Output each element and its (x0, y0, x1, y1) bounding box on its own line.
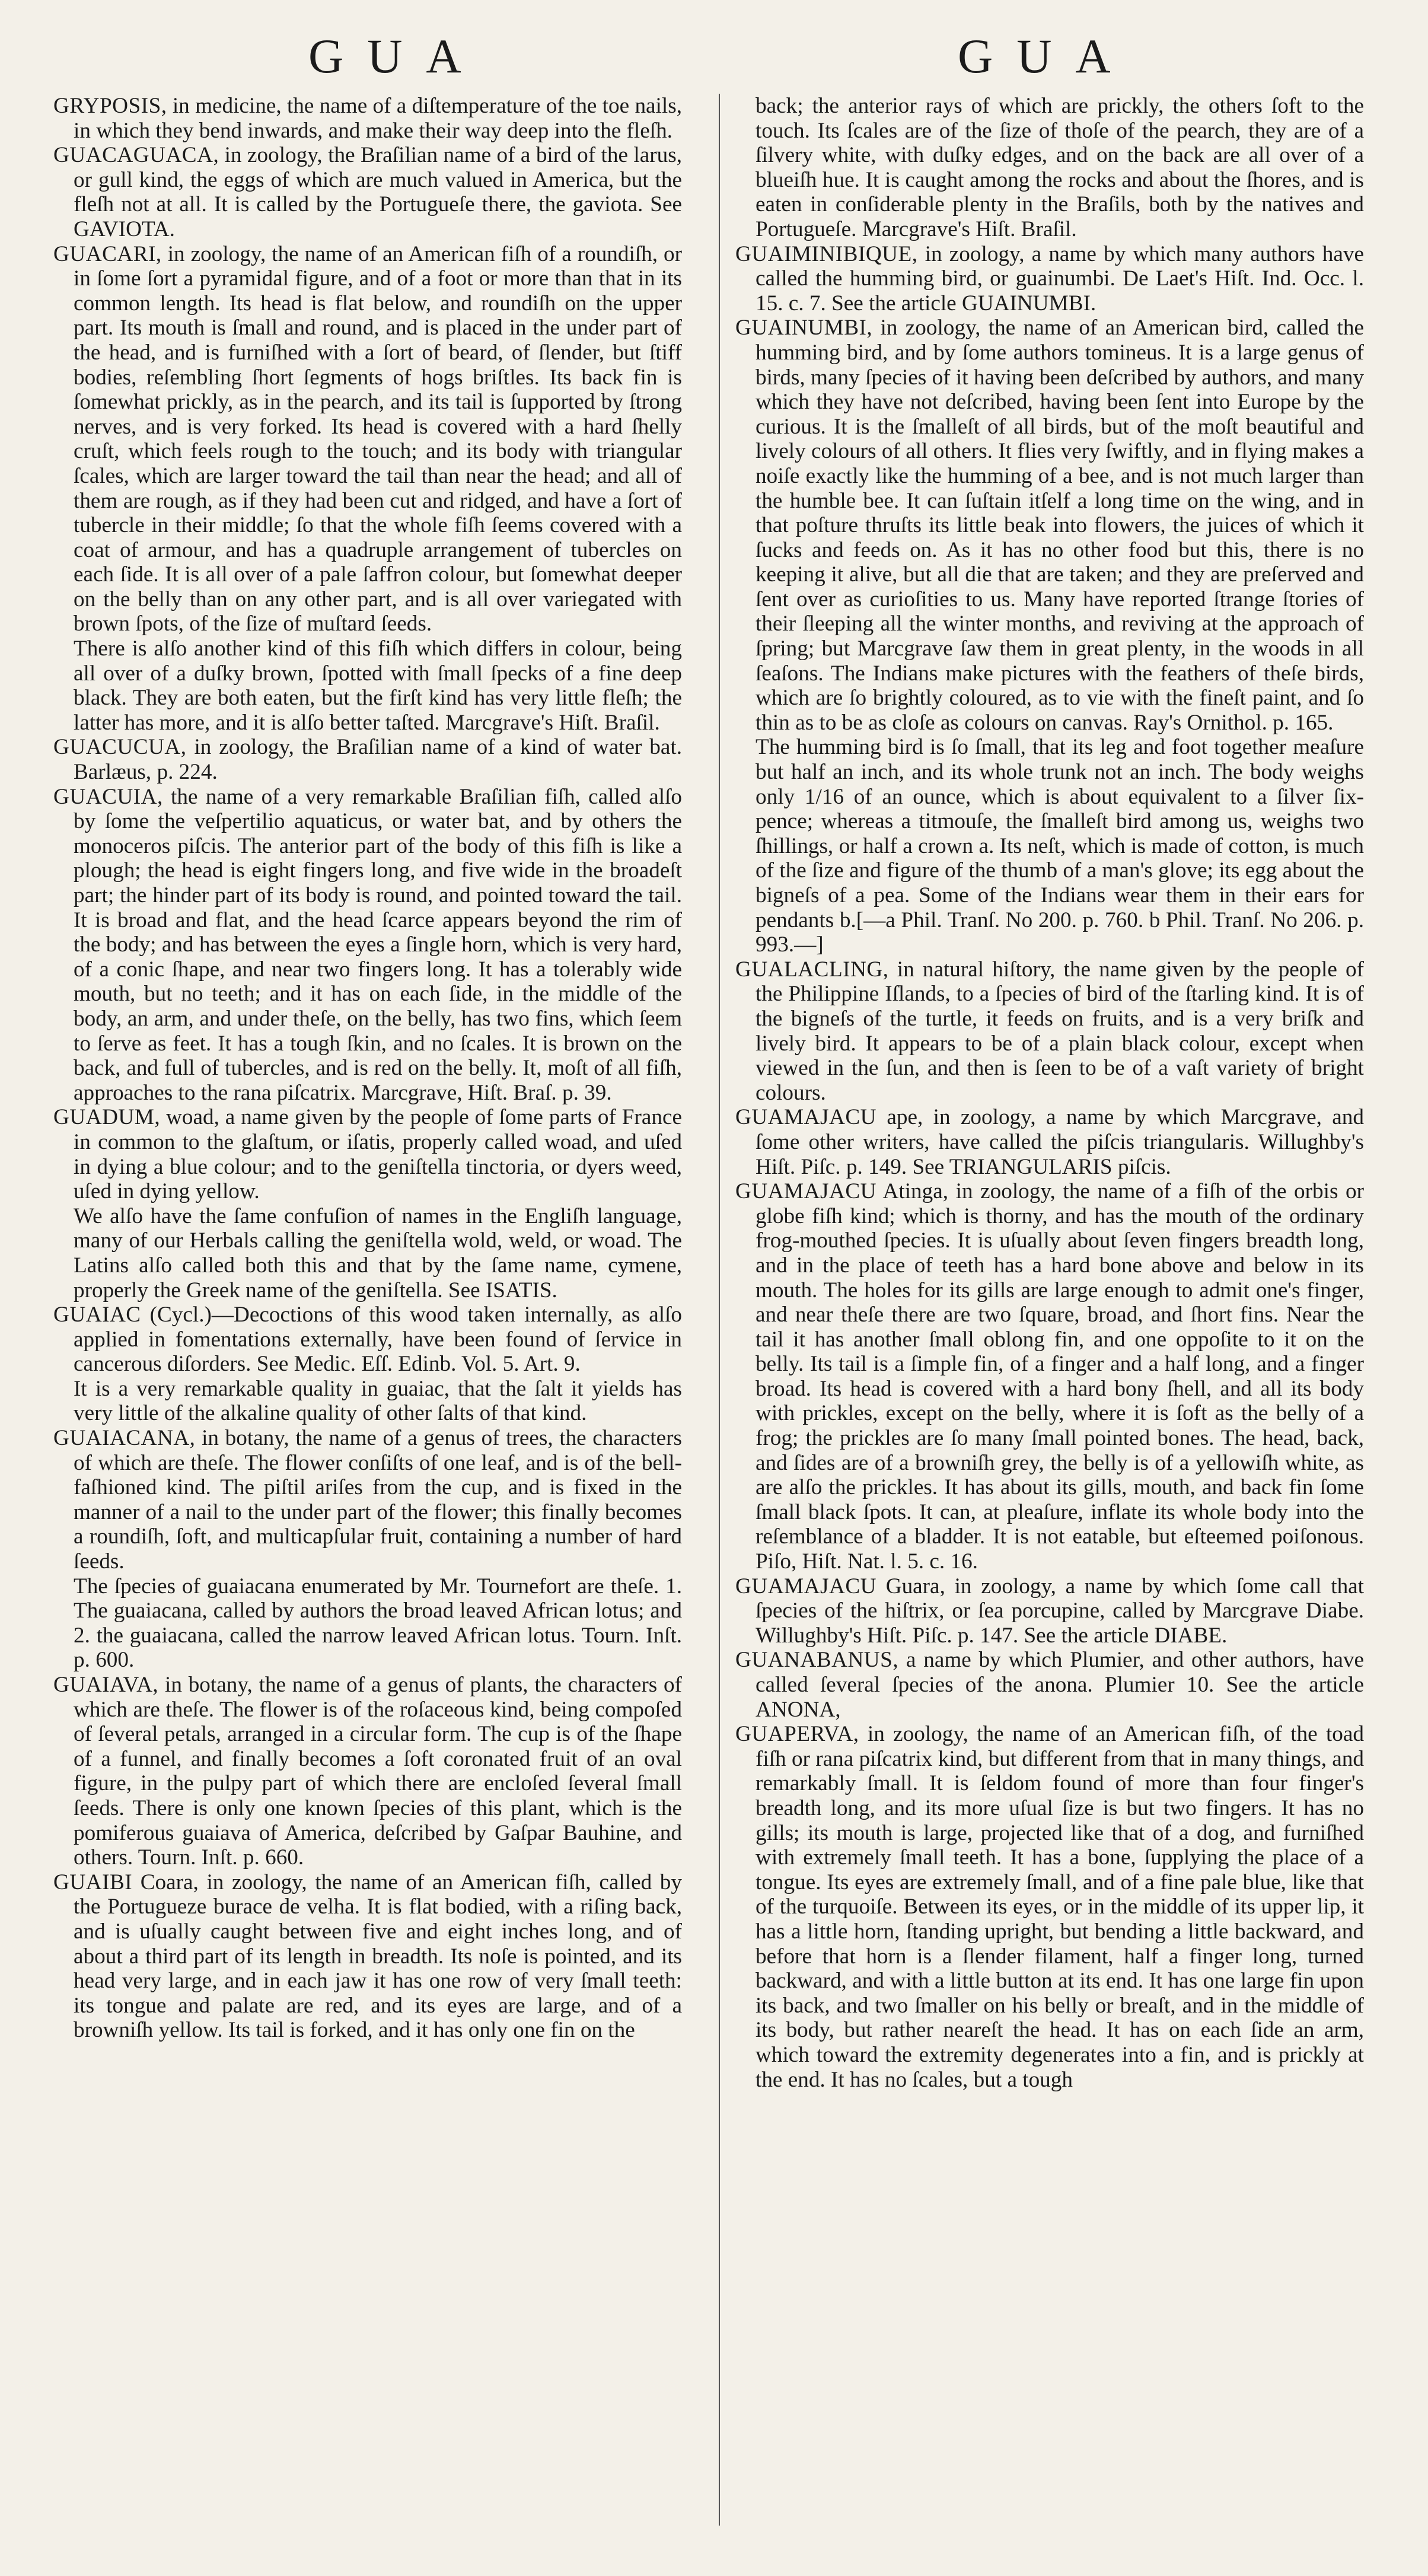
entry-headword: GUAINUMBI, (735, 316, 873, 340)
entry-headword: GUAMAJACU (735, 1179, 876, 1204)
entry-text: Atinga, in zoology, the name of a fiſh of the orbis or globe fiſh kind; which is thorny, and has the mouth of the ordinary frog-mouthed ſpecies. It is uſually about ſeven fingers breadth long, and in the place of teeth has a hard bone above and below in its mouth. The holes for its gills are large enough to admit one's finger, and near theſe there are two ſquare, broad, and ſhort fins. Near the tail it has another ſmall oblong fin, and one oppoſite to it on the belly. Its tail is a ſimple fin, of a finger and a half long, and a finger broad. Its head is covered with a hard bony ſhell, and all its body with prickles, except on the belly, where it is ſoft as the belly of a frog; the prickles are ſo many ſmall pointed bones. The head, back, and ſides are of a browniſh grey, the belly is of a yellowiſh white, as are alſo the prickles. It has about its gills, mouth, and back fin ſome ſmall black ſpots. It can, at pleaſure, inflate its whole body into the reſemblance of a bladder. It is not eatable, but eſteemed poiſonous. Piſo, Hiſt. Nat. l. 5. c. 16. (756, 1179, 1364, 1574)
entry-headword: GUAIAVA, (53, 1673, 159, 1697)
entry-headword: GUACAGUACA, (53, 143, 219, 168)
dictionary-entry (53, 1105, 682, 1203)
dictionary-entry (53, 242, 682, 637)
entry-text: The ſpecies of guaiacana enumerated by Mr. Tournefort are theſe. 1. The guaiacana, called by authors the broad leaved African lotus; and 2. the guaiacana, called the narrow leaved African lotus. Tourn. Inſt. p. 600. (74, 1574, 682, 1673)
right-column (735, 94, 1364, 2092)
entry-headword: GUACUCUA, (53, 735, 187, 760)
entry-paragraph (53, 1574, 682, 1673)
dictionary-entry (53, 1426, 682, 1574)
entry-text: in zoology, the name of an American bird, called the humming bird, and by ſome authors tomineus. It is a large genus of birds, many ſpecies of it having been deſcribed by authors, and many which they have not deſcribed, having been ſent into Europe by the curious. It is the ſmalleſt of all birds, but of the moſt beautiful and lively colours of all others. It flies very ſwiftly, and in flying makes a noiſe exactly like the humming of a bee, and is not much larger than the humble bee. It can ſuſtain itſelf a long time on the wing, and in that poſture thruſts its little beak into flowers, the juices of which it ſucks and feeds on. As it has no other food but this, there is no keeping it alive, but all die that are taken; and they are preſerved and ſent over as curioſities to us. Many have reported ſtrange ſtories of their ſleeping all the winter months, and reviving at the approach of ſpring; but Marcgrave ſaw them in great plenty, in the woods in all ſeaſons. The Indians make pictures with the feathers of theſe birds, which are ſo brightly coloured, as to vie with the fineſt paint, and ſo thin as to be as cloſe as colours on canvas. Ray's Ornithol. p. 165. (756, 316, 1364, 735)
entry-headword: GUAMAJACU (735, 1105, 876, 1130)
entry-text: in zoology, a name by which many authors have called the humming bird, or guainumbi. De Laet's Hiſt. Ind. Occ. l. 15. c. 7. See the article GUAINUMBI. (756, 241, 1364, 316)
dictionary-entry (735, 1105, 1364, 1179)
entry-text: (Cycl.)—Decoctions of this wood taken internally, as alſo applied in fomentations externally, have been found of ſervice in cancerous diſorders. See Medic. Eſſ. Edinb. Vol. 5. Art. 9. (74, 1303, 682, 1377)
entry-text: the name of a very remarkable Braſilian fiſh, called alſo by ſome the veſpertilio aquaticus, or water bat, and by others the monoceros piſcis. The anterior part of the body of this fiſh is like a plough; the head is eight fingers long, and five wide in the broadeſt part; the hinder part of its body is round, and pointed toward the tail. It is broad and flat, and the head ſcarce appears beyond the rim of the body; and has between the eyes a ſingle horn, which is very hard, of a conic ſhape, and near two fingers long. It has a tolerably wide mouth, but no teeth; and it has on each ſide, in the middle of the body, an arm, and under theſe, on the belly, has two fins, which ſeem to ſerve as feet. It has a tough ſkin, and no ſcales. It is brown on the back, and full of tubercles, and is red on the belly. It, moſt of all fiſh, approaches to the rana piſcatrix. Marcgrave, Hiſt. Braſ. p. 39. (74, 784, 682, 1105)
dictionary-entry (735, 1179, 1364, 1574)
entry-paragraph (53, 636, 682, 735)
entry-text: a name by which Plumier, and other authors, have called ſeveral ſpecies of the anona. Plumier 10. See the article ANONA, (756, 1648, 1364, 1722)
entry-headword: GUACARI, (53, 241, 162, 266)
entry-headword: GUACUIA, (53, 784, 163, 809)
entry-text: in zoology, the name of an American fiſh, of the toad fiſh or rana piſcatrix kind, but different from that in many things, and remarkably ſmall. It is ſeldom found of more than four finger's breadth long, and its more uſual ſize is but two fingers. It has no gills; its mouth is large, projected like that of a dog, and furniſhed with extremely ſmall teeth. It has a bone, ſupplying the place of a tongue. Its eyes are extremely ſmall, and of a fine pale blue, like that of the turquoiſe. Between its eyes, or in the middle of its upper lip, it has a little horn, ſtanding upright, but bending a little backward, and before that horn is a ſlender filament, half a finger long, turned backward, and with a little button at its end. It has one large fin upon its back, and two ſmaller on his belly or breaſt, and in the middle of its body, but rather neareſt the head. It has on each ſide an arm, which toward the extremity degenerates into a fin, and is prickly at the end. It has no ſcales, but a tough (756, 1722, 1364, 2092)
dictionary-entry (735, 1648, 1364, 1722)
running-head-left: GUA (308, 29, 485, 83)
entry-text: The humming bird is ſo ſmall, that its leg and foot together meaſure but half an inch, and its whole trunk not an inch. The body weighs only 1/16 of an ounce, which is about equivalent to a ſilver ſix-pence; whereas a titmouſe, the ſmalleſt bird among us, weighs two ſhillings, or half a crown a. Its neſt, which is made of cotton, is much of the ſize and figure of the thumb of a man's glove; its egg about the bigneſs of a pea. Some of the Indians wear them in their ears for pendants b.[—a Phil. Tranſ. No 200. p. 760. b Phil. Tranſ. No 206. p. 993.—] (756, 735, 1364, 957)
column-divider (719, 94, 720, 2526)
entry-text: Coara, in zoology, the name of an American fiſh, called by the Portugueze burace de velha. It is flat bodied, with a riſing back, and is uſually caught between five and eight inches long, and of about a third part of its length in breadth. Its noſe is pointed, and its head very large, and in each jaw it has one row of very ſmall teeth: its tongue and palate are red, and its eyes are large, and of a browniſh yellow. Its tail is forked, and it has only one fin on the (74, 1870, 682, 2043)
entry-paragraph (53, 1204, 682, 1303)
entry-text: in zoology, the Braſilian name of a bird of the larus, or gull kind, the eggs of which are much valued in America, but the fleſh not at all. It is called by the Portugueſe there, the gaviota. See GAVIOTA. (74, 143, 682, 241)
entry-text: back; the anterior rays of which are prickly, the others ſoft to the touch. Its ſcales are of the ſize of thoſe of the pearch, they are of a ſilvery white, with duſky edges, and on the back are all over of a blueiſh hue. It is caught among the rocks and about the ſhores, and is eaten in conſiderable plenty in the Braſils, both by the natives and Portugueſe. Marcgrave's Hiſt. Braſil. (756, 94, 1364, 241)
entry-text: woad, a name given by the people of ſome parts of France in common to the glaſtum, or iſatis, properly called woad, and uſed in dying a blue colour; and to the geniſtella tinctoria, or dyers weed, uſed in dying yellow. (74, 1105, 682, 1204)
entry-text: in zoology, the name of an American fiſh of a roundiſh, or in ſome ſort a pyramidal figure, and of a foot or more than that in its common length. Its head is flat below, and roundiſh on the upper part. Its mouth is ſmall and round, and is placed in the under part of the head, and is furniſhed with a ſort of beard, of ſlender, but ſtiff bodies, reſembling ſhort ſegments of hogs briſtles. Its back fin is ſomewhat prickly, as in the pearch, and its tail is ſupported by ſtrong nerves, and is very forked. Its head is covered with a hard ſhelly cruſt, which feels rough to the touch; and its body with triangular ſcales, which are larger toward the tail than near the head; and all of them are rough, as if they had been cut and ridged, and have a ſort of tubercle in their middle; ſo that the whole fiſh ſeems covered with a coat of armour, and has a quadruple arrangement of tubercles on each ſide. It is all over of a pale ſaffron colour, but ſomewhat deeper on the belly than on any other part, and is all over variegated with brown ſpots, of the ſize of muſtard ſeeds. (74, 241, 682, 636)
entry-text: in botany, the name of a genus of plants, the characters of which are theſe. The flower is of the roſaceous kind, being compoſed of ſeveral petals, arranged in a circular form. The cup is of the ſhape of a funnel, and finally becomes a ſoft coronated fruit of an oval figure, in the pulpy part of which there are encloſed ſeveral ſmall ſeeds. There is only one known ſpecies of this plant, which is the pomiferous guaiava of America, deſcribed by Gaſpar Bauhine, and others. Tourn. Inſt. p. 660. (74, 1673, 682, 1870)
entry-headword: GUAMAJACU (735, 1574, 876, 1599)
entry-paragraph (735, 94, 1364, 242)
dictionary-entry (53, 1303, 682, 1377)
entry-headword: GUAIACANA, (53, 1426, 196, 1451)
entry-text: in natural hiſtory, the name given by the people of the Philippine Iſlands, to a ſpecies of bird of the ſtarling kind. It is of the bigneſs of the turtle, it feeds on fruits, and is a very briſk and lively bird. It appears to be of a plain black colour, except when viewed in the ſun, and then is ſeen to be of a vaſt variety of bright colours. (756, 957, 1364, 1105)
entry-headword: GUADUM, (53, 1105, 161, 1130)
entry-headword: GRYPOSIS, (53, 94, 167, 118)
entry-text: We alſo have the ſame confuſion of names in the Engliſh language, many of our Herbals calling the geniſtella wold, weld, or woad. The Latins alſo called both this and that by the ſame name, cymene, properly the Greek name of the geniſtella. See ISATIS. (74, 1203, 682, 1303)
dictionary-entry (735, 957, 1364, 1106)
dictionary-entry (53, 94, 682, 143)
dictionary-entry (735, 1722, 1364, 2092)
dictionary-entry (735, 1574, 1364, 1648)
entry-text: It is a very remarkable quality in guaiac, that the ſalt it yields has very little of the alkaline quality of other ſalts of that kind. (74, 1376, 682, 1426)
entry-text: There is alſo another kind of this fiſh which differs in colour, being all over of a duſky brown, ſpotted with ſmall ſpecks of a fine deep black. They are both eaten, but the firſt kind has very little fleſh; the latter has more, and it is alſo better taſted. Marcgrave's Hiſt. Braſil. (74, 636, 682, 735)
dictionary-entry (53, 143, 682, 241)
dictionary-entry (735, 316, 1364, 735)
entry-headword: GUAIAC (53, 1303, 141, 1327)
entry-headword: GUAPERVA, (735, 1722, 859, 1747)
entry-headword: GUAIMINIBIQUE, (735, 241, 918, 266)
entry-paragraph (735, 735, 1364, 957)
entry-text: in medicine, the name of a diſtemperature of the toe nails, in which they bend inwards, and make their way deep into the fleſh. (74, 94, 682, 143)
entry-paragraph (53, 1377, 682, 1426)
dictionary-entry (735, 242, 1364, 316)
dictionary-entry (53, 785, 682, 1106)
left-column (53, 94, 682, 2043)
entry-text: Guara, in zoology, a name by which ſome call that ſpecies of the hiſtrix, or ſea porcupine, called by Marcgrave Diabe. Willughby's Hiſt. Piſc. p. 147. See the article DIABE. (756, 1574, 1364, 1648)
entry-text: in zoology, the Braſilian name of a kind of water bat. Barlæus, p. 224. (74, 735, 682, 785)
entry-headword: GUAIBI (53, 1870, 133, 1894)
running-head-right: GUA (958, 29, 1134, 83)
dictionary-entry (53, 735, 682, 784)
entry-text: ape, in zoology, a name by which Marcgrave, and ſome other writers, have called the piſcis triangularis. Willughby's Hiſt. Piſc. p. 149. See TRIANGULARIS piſcis. (756, 1105, 1364, 1179)
entry-headword: GUANABANUS, (735, 1648, 899, 1673)
entry-text: in botany, the name of a genus of trees, the characters of which are theſe. The flower conſiſts of one leaf, and is of the bell-faſhioned kind. The piſtil ariſes from the cup, and is fixed in the manner of a nail to the under part of the flower; this finally becomes a roundiſh, ſoft, and multicapſular fruit, containing a number of hard ſeeds. (74, 1426, 682, 1574)
dictionary-entry (53, 1673, 682, 1870)
entry-headword: GUALACLING, (735, 957, 889, 982)
dictionary-entry (53, 1870, 682, 2043)
